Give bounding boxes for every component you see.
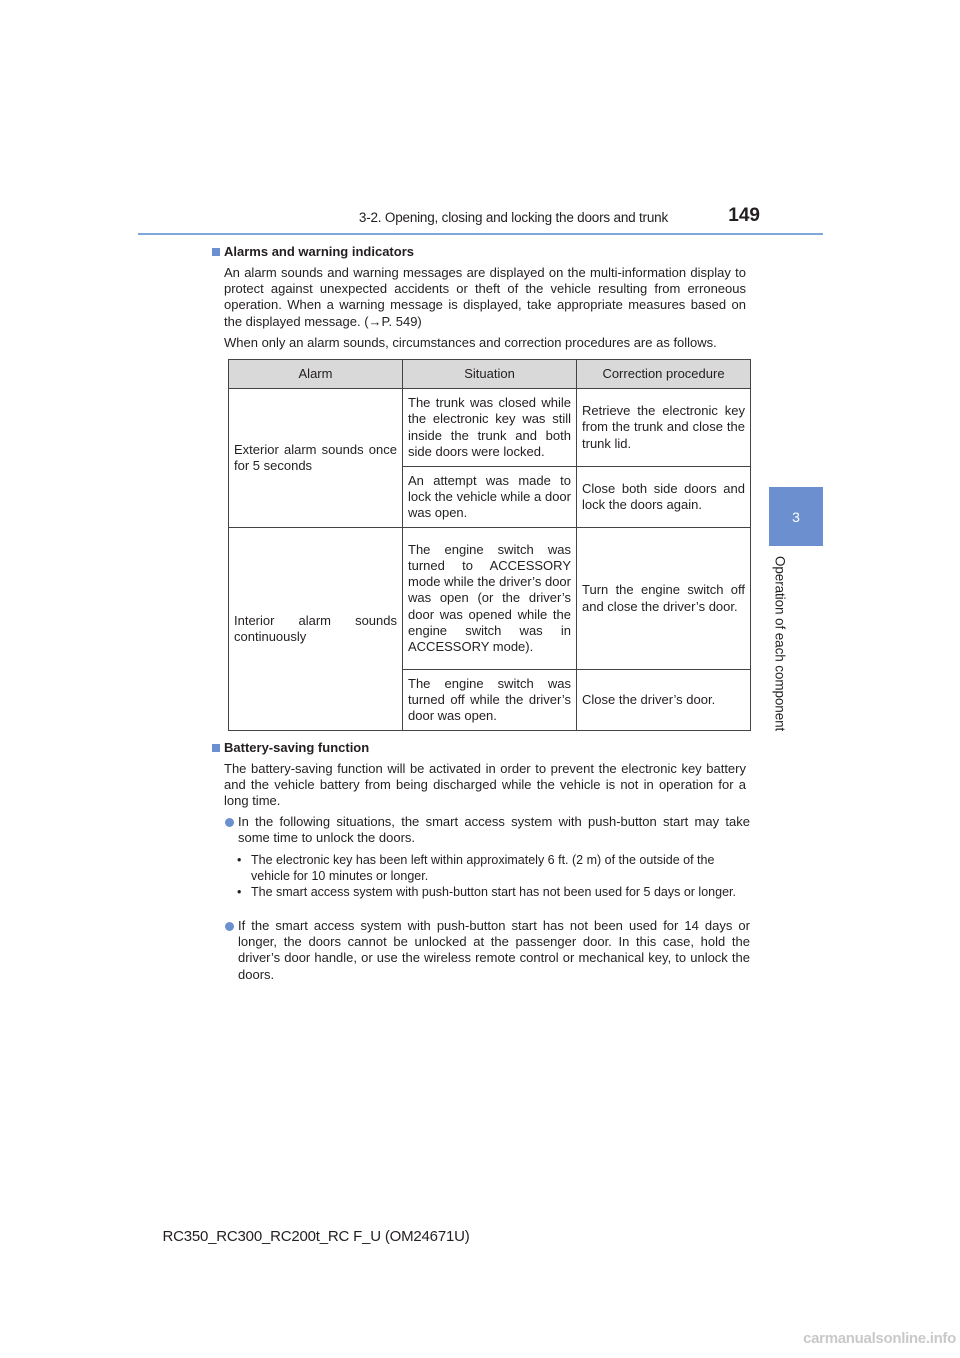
sub-item-text: The smart access system with push-button start has not been used for 5 days or longer. bbox=[251, 885, 736, 899]
table-row bbox=[229, 389, 751, 467]
bullet-text: If the smart access system with push-button start has not been used for 14 days or longer, the doors cannot be unlocked at the passenger door. In this case, hold the driver’s door handle, or use the wireless remote control or mechanical key, to unlock the doors. bbox=[238, 918, 750, 982]
battery-heading-text: Battery-saving function bbox=[224, 740, 370, 755]
table-row bbox=[229, 528, 751, 670]
square-bullet-icon bbox=[212, 248, 220, 256]
correction-cell: Close the driver’s door. bbox=[577, 670, 751, 731]
header-alarm: Alarm bbox=[229, 360, 403, 389]
alarm-cell: Exterior alarm sounds once for 5 seconds bbox=[229, 389, 403, 528]
header-divider bbox=[138, 233, 823, 235]
watermark: carmanualsonline.info bbox=[803, 1330, 956, 1347]
page-number: 149 bbox=[728, 205, 760, 226]
sub-item-text: The electronic key has been left within approximately 6 ft. (2 m) of the outside of the vehicle for 10 minutes or longer. bbox=[251, 853, 715, 883]
header-situation: Situation bbox=[403, 360, 577, 389]
header-correction: Correction procedure bbox=[577, 360, 751, 389]
dash-bullet-icon: • bbox=[237, 885, 242, 899]
situation-cell: The trunk was closed while the electronic key was still inside the trunk and both side doors were locked. bbox=[403, 389, 577, 467]
chapter-tab bbox=[769, 487, 823, 546]
correction-cell: Close both side doors and lock the doors again. bbox=[577, 467, 751, 528]
situation-cell: An attempt was made to lock the vehicle while a door was open. bbox=[403, 467, 577, 528]
battery-heading bbox=[212, 740, 369, 755]
square-bullet-icon bbox=[212, 744, 220, 752]
bullet-text: In the following situations, the smart access system with push-button start may take some time to unlock the doors. bbox=[238, 814, 750, 846]
correction-cell: Turn the engine switch off and close the driver’s door. bbox=[577, 528, 751, 670]
chapter-title: Operation of each component bbox=[772, 556, 788, 732]
dash-bullet-icon: • bbox=[237, 853, 242, 867]
footer-model-code: RC350_RC300_RC200t_RC F_U (OM24671U) bbox=[162, 1228, 470, 1245]
situation-cell: The engine switch was turned to ACCESSORY mode while the driver’s door was open (or the driver’s door was opened while the engine switch was in ACCESSORY mode). bbox=[403, 528, 577, 670]
alarms-lead-in: When only an alarm sounds, circumstances and correction procedures are as follows. bbox=[224, 335, 717, 350]
alarm-table bbox=[228, 359, 751, 731]
chapter-title-vertical bbox=[765, 556, 795, 746]
battery-intro: The battery-saving function will be activated in order to prevent the electronic key battery and the vehicle battery from being discharged while the vehicle is not in operation for a long time. bbox=[224, 761, 746, 809]
alarms-heading bbox=[212, 244, 414, 259]
section-title: 3-2. Opening, closing and locking the doors and trunk bbox=[358, 210, 668, 225]
sub-item bbox=[237, 884, 746, 900]
sub-item bbox=[237, 852, 746, 884]
alarms-intro: An alarm sounds and warning messages are displayed on the multi-information display to protect against unexpected accidents or theft of the vehicle resulting from erroneous operation. When a warning message is displayed, take appropriate measures based on the displayed message. (→P. 549) bbox=[224, 265, 746, 329]
bullet-item bbox=[238, 918, 750, 983]
bullet-item bbox=[238, 814, 750, 846]
alarms-heading-text: Alarms and warning indicators bbox=[224, 244, 414, 259]
round-bullet-icon bbox=[225, 922, 234, 931]
correction-cell: Retrieve the electronic key from the trunk and close the trunk lid. bbox=[577, 389, 751, 467]
alarm-cell: Interior alarm sounds continuously bbox=[229, 528, 403, 731]
table-header-row bbox=[229, 360, 751, 389]
situation-cell: The engine switch was turned off while the driver’s door was open. bbox=[403, 670, 577, 731]
chapter-number: 3 bbox=[792, 508, 800, 525]
round-bullet-icon bbox=[225, 818, 234, 827]
